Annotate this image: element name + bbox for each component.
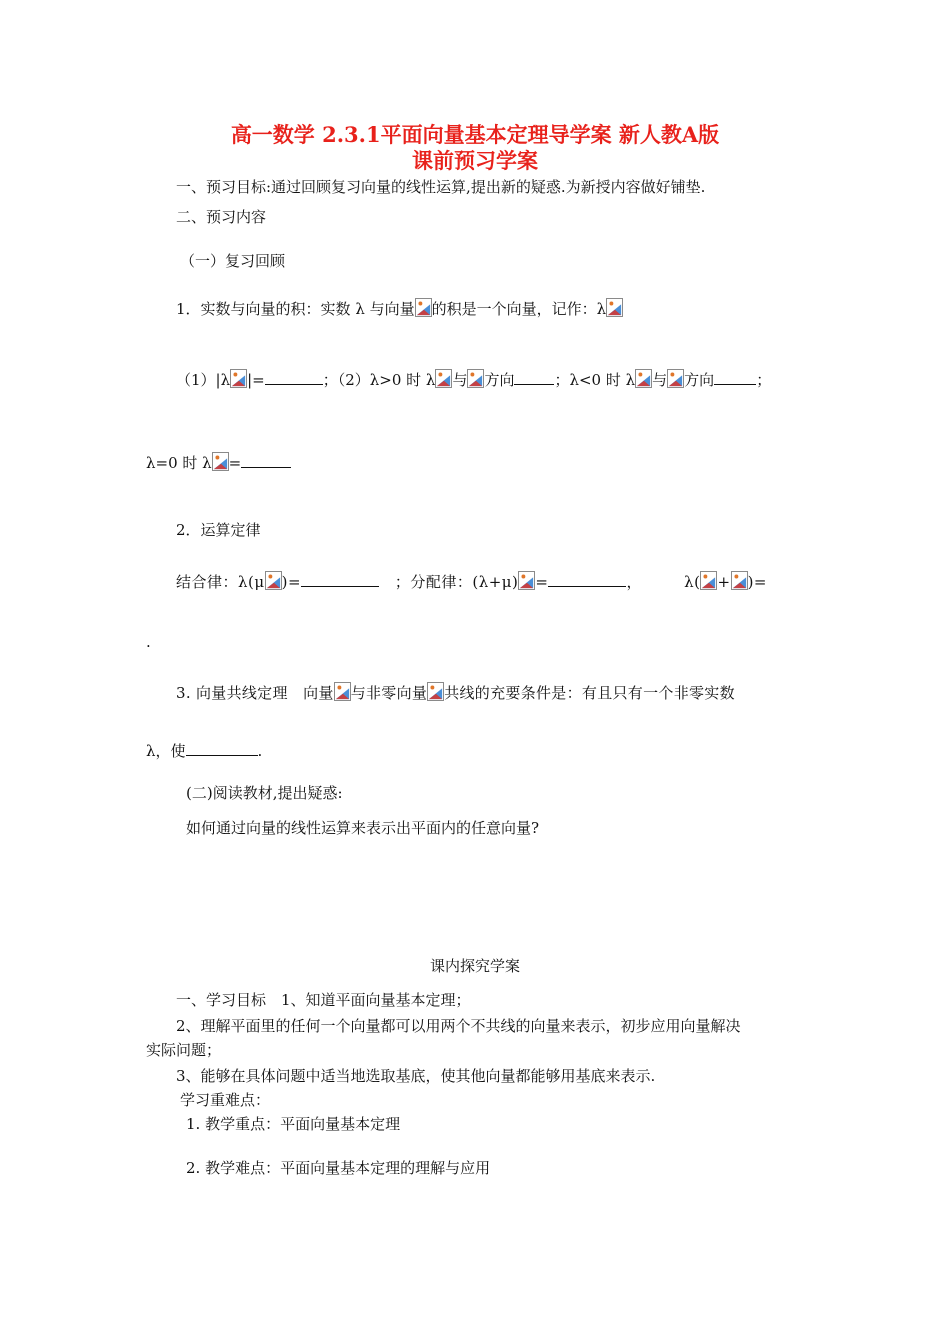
vector-image-icon [518,571,535,590]
item-2-laws [176,571,767,592]
dist-label: ；分配律：(λ+μ) [394,573,519,591]
item-1-text-b: 的积是一个向量，记作：λ [431,300,607,318]
document-subtitle: 课前预习学案 [412,148,538,173]
answer-blank[interactable] [241,452,291,468]
answer-blank[interactable] [186,740,258,756]
vector-image-icon [415,298,432,317]
item-1-sub-p2: |= [247,371,265,389]
item-1-sub-p4: 与 [452,371,468,389]
preview-goal: 一、预习目标:通过回顾复习向量的线性运算,提出新的疑惑.为新授内容做好铺垫. [176,178,706,196]
vector-image-icon [212,452,229,471]
inclass-goal-2b: 实际问题； [146,1041,222,1059]
item-1 [176,298,623,319]
item-1-sub-p7: 与 [652,371,668,389]
inclass-goal-2a: 2、理解平面里的任何一个向量都可以用两个不共线的向量来表示，初步应用向量解决 [176,1017,741,1035]
vector-image-icon [435,369,452,388]
item-1-sub-p1: （1）|λ [176,371,231,389]
item-1-zero [146,452,291,473]
vector-image-icon [265,571,282,590]
inclass-goal-3: 3、能够在具体问题中适当地选取基底，使其他向量都能够用基底来表示. [176,1067,656,1085]
item-2-heading: 2．运算定律 [176,521,261,539]
dist-sep: ， [626,573,642,591]
review-heading: （一）复习回顾 [180,252,286,270]
reading-question: 如何通过向量的线性运算来表示出平面内的任意向量? [186,819,540,837]
vector-image-icon [667,369,684,388]
vector-image-icon [606,298,623,317]
item-1-sub-p6: ；λ<0 时 λ [554,371,636,389]
answer-blank[interactable] [714,369,756,385]
item-3-cont [146,740,262,761]
vector-image-icon [427,682,444,701]
dist-eq: = [535,573,549,591]
vector-image-icon [700,571,717,590]
inclass-goal-1: 一、学习目标 1、知道平面向量基本定理； [176,991,471,1009]
key-point-2: 2. 教学难点：平面向量基本定理的理解与应用 [186,1159,491,1177]
vector-image-icon [467,369,484,388]
answer-blank[interactable] [301,571,379,587]
item-3-a: 3. 向量共线定理 向量 [176,684,334,702]
item-3 [176,682,735,703]
document-title: 高一数学 2.3.1平面向量基本定理导学案 新人教A版 [230,122,720,147]
item-1-sub-p8: 方向 [684,371,715,389]
inclass-heading: 课内探究学案 [429,957,520,975]
vector-image-icon [230,369,247,388]
item-3-c: 共线的充要条件是：有且只有一个非零实数 [444,684,735,702]
item-3-cont-a: λ，使 [146,742,186,760]
item-2-dot: . [146,633,151,651]
plus-sign: + [717,573,731,591]
item-1-zero-a: λ=0 时 λ [146,454,212,472]
key-point-1: 1. 教学重点：平面向量基本定理 [186,1115,401,1133]
item-1-zero-b: = [228,454,242,472]
vector-image-icon [635,369,652,388]
item-1-sub-p3: ；（2）λ>0 时 λ [322,371,436,389]
answer-blank[interactable] [514,369,554,385]
reading-heading: (二)阅读教材,提出疑惑: [186,784,343,802]
assoc-end: )= [281,573,302,591]
item-3-b: 与非零向量 [350,684,428,702]
answer-blank[interactable] [548,571,626,587]
item-1-text-a: 1．实数与向量的积：实数 λ 与向量 [176,300,415,318]
item-1-sub-p9: ； [756,371,772,389]
vector-image-icon [731,571,748,590]
lam-close: )= [747,573,767,591]
preview-content-heading: 二、预习内容 [176,208,267,226]
item-1-sub-p5: 方向 [484,371,515,389]
assoc-label: 结合律：λ(μ [176,573,265,591]
lam-open: λ( [684,573,701,591]
vector-image-icon [334,682,351,701]
key-heading: 学习重难点： [180,1091,271,1109]
item-3-cont-b: . [257,742,263,760]
answer-blank[interactable] [265,369,323,385]
item-1-sub [176,369,771,390]
